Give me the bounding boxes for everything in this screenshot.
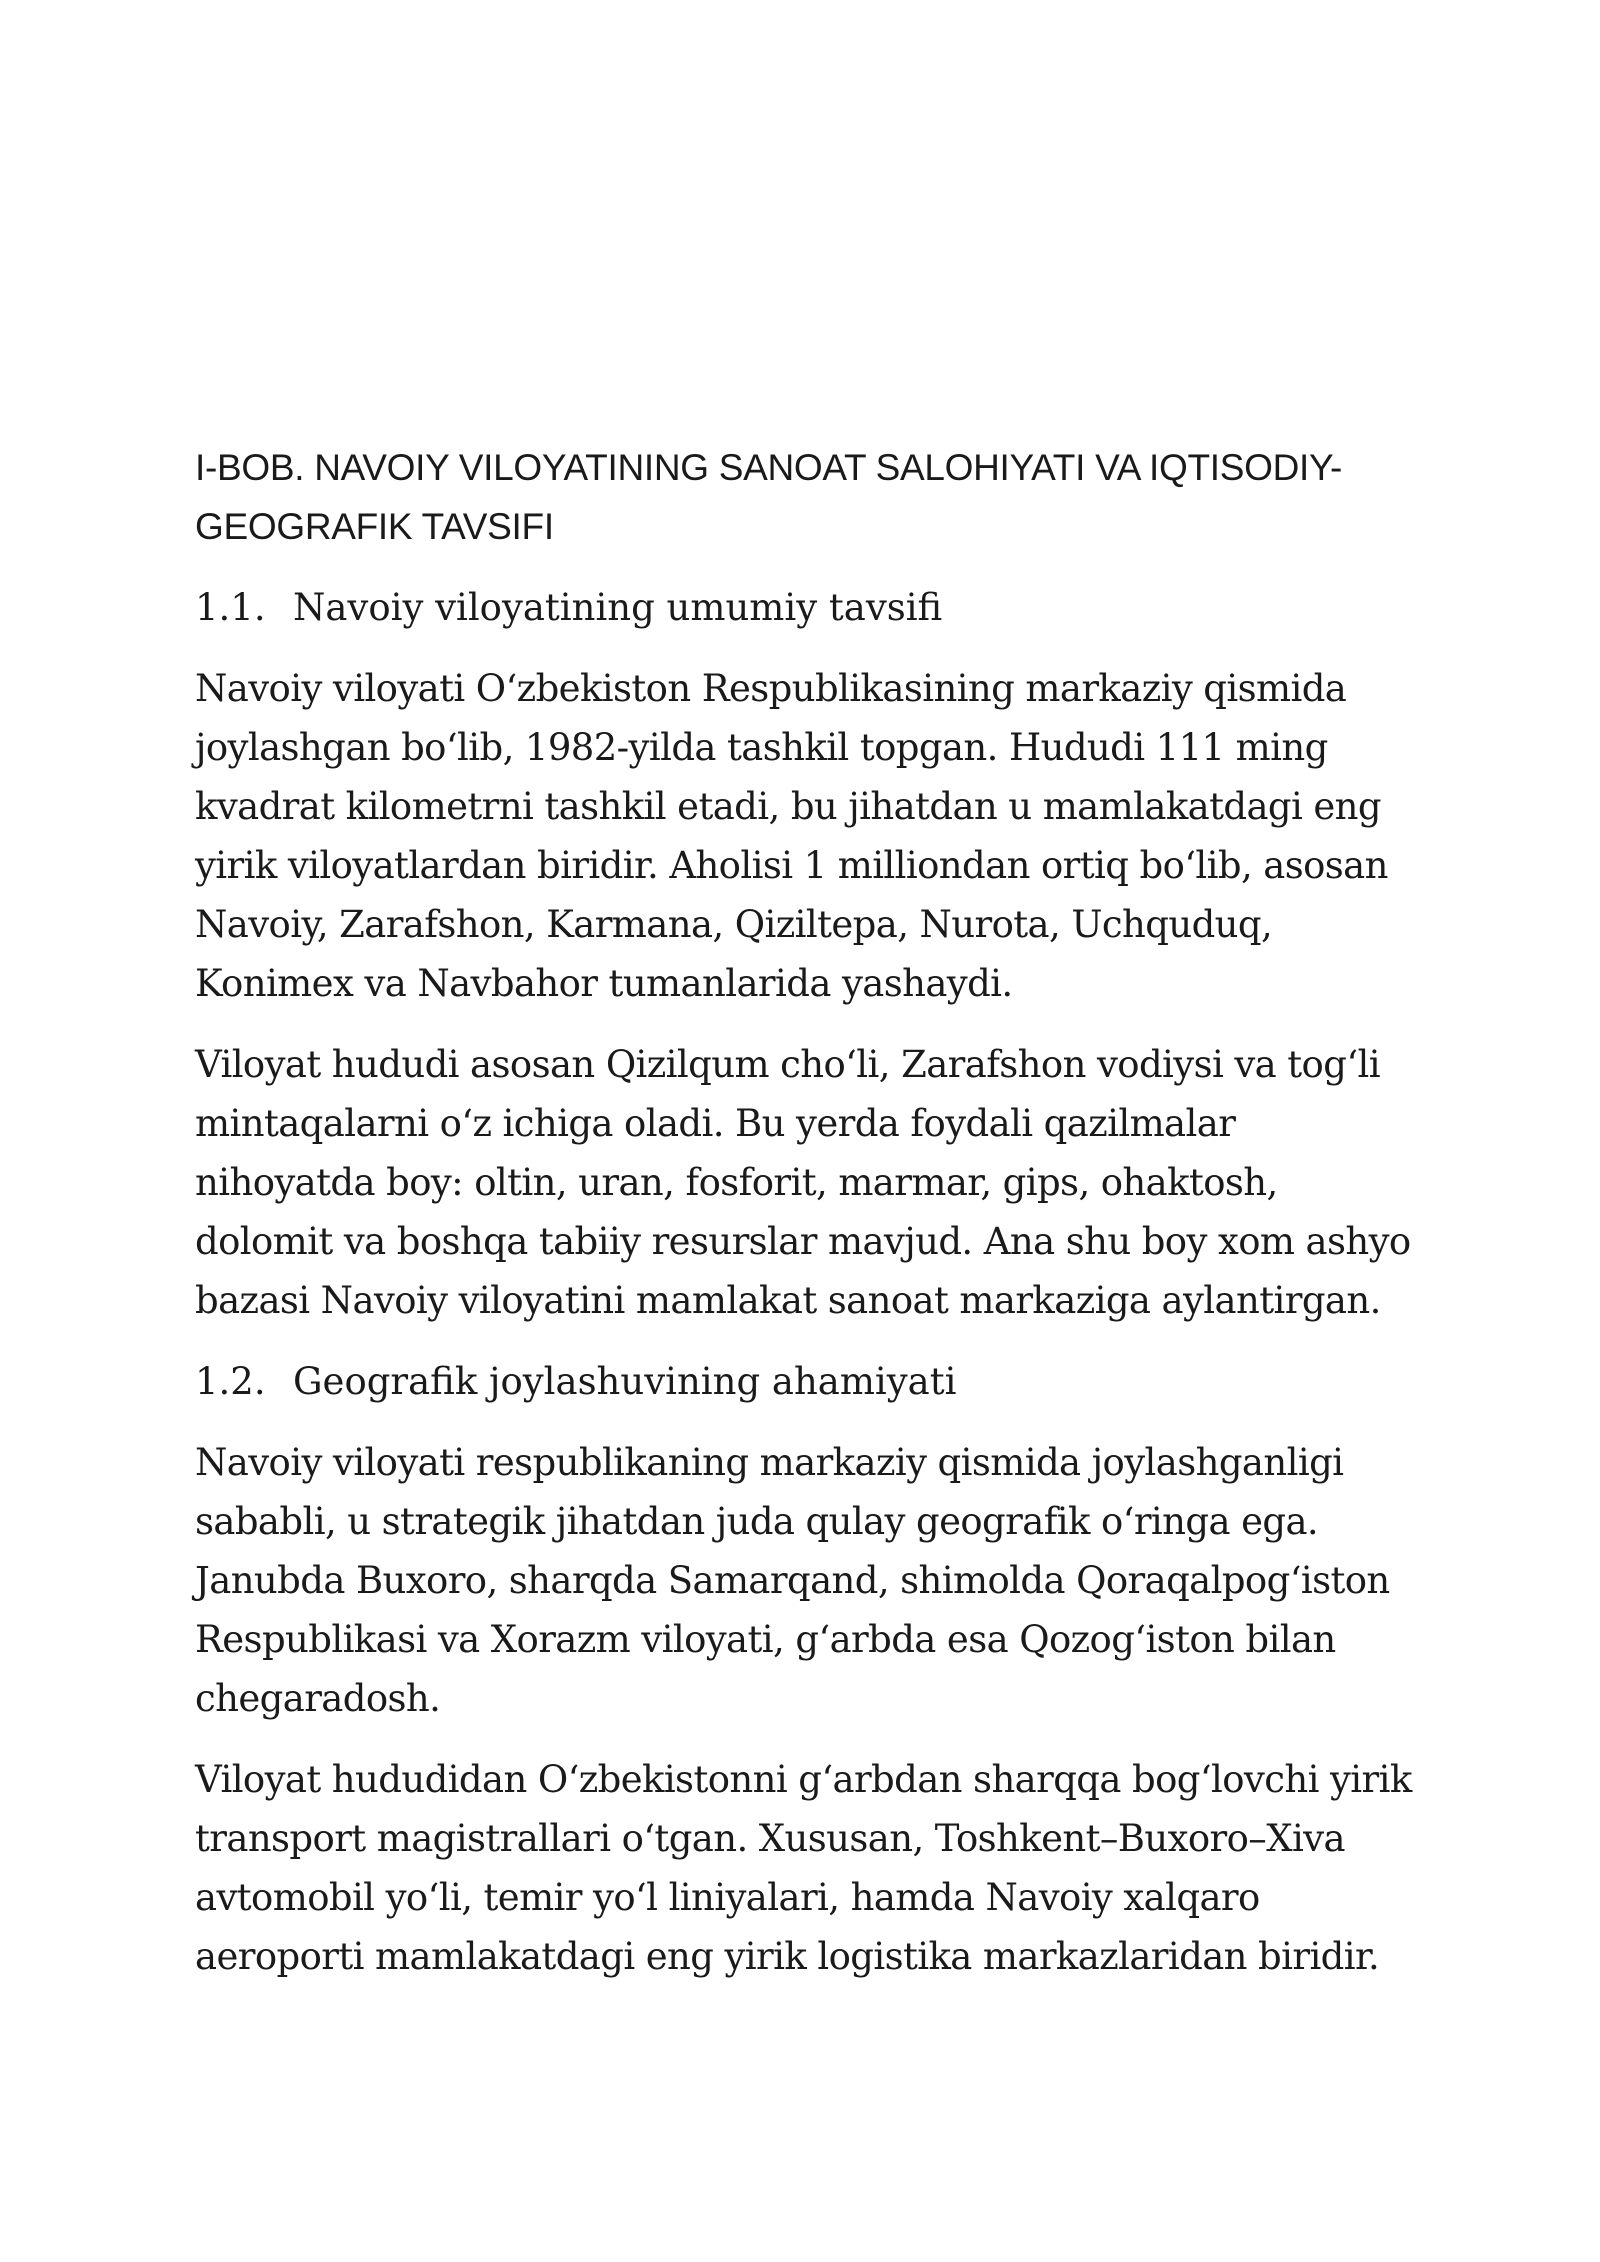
section-title: Navoiy viloyatining umumiy tavsifi <box>293 586 943 629</box>
paragraph: Viloyat hududidan O‘zbekistonni g‘arbdan sharqqa bog‘lovchi yirik transport magistrallari o‘tgan. Xususan, Toshkent–Buxoro–Xiva avtomobil yo‘li, temir yo‘l liniyalari, hamda Navoiy xalqaro aeroporti mamlakatdagi eng yirik logistika markazlaridan biridir. <box>195 1758 1412 1978</box>
chapter-title: I-BOB. NAVOIY VILOYATINING SANOAT SALOHIYATI VA IQTISODIY-GEOGRAFIK TAVSIFI <box>195 447 1343 547</box>
document-body <box>195 438 1425 2008</box>
paragraph: Viloyat hududi asosan Qizilqum cho‘li, Zarafshon vodiysi va tog‘li mintaqalarni o‘z ichiga oladi. Bu yerda foydali qazilmalar nihoyatda boy: oltin, uran, fosforit, marmar, gips, ohaktosh, dolomit va boshqa tabiiy resurslar mavjud. Ana shu boy xom ashyo bazasi Navoiy viloyatini mamlakat sanoat markaziga aylantirgan. <box>195 1043 1411 1322</box>
paragraph: Navoiy viloyati respublikaning markaziy qismida joylashganligi sababli, u strategik jihatdan juda qulay geografik o‘ringa ega. Janubda Buxoro, sharqda Samarqand, shimolda Qoraqalpog‘iston Respublikasi va Xorazm viloyati, g‘arbda esa Qozog‘iston bilan chegaradosh. <box>195 1441 1390 1720</box>
section-number: 1.2. <box>195 1360 266 1403</box>
section-number: 1.1. <box>195 586 266 629</box>
paragraph: Navoiy viloyati O‘zbekiston Respublikasining markaziy qismida joylashgan bo‘lib, 1982-yilda tashkil topgan. Hududi 111 ming kvadrat kilometrni tashkil etadi, bu jihatdan u mamlakatdagi eng yirik viloyatlardan biridir. Aholisi 1 milliondan ortiq bo‘lib, asosan Navoiy, Zarafshon, Karmana, Qiziltepa, Nurota, Uchquduq, Konimex va Navbahor tumanlarida yashaydi. <box>195 667 1388 1005</box>
section-heading-1-2 <box>195 1352 1425 1411</box>
section-heading-1-1 <box>195 578 1425 637</box>
section-title: Geografik joylashuvining ahamiyati <box>293 1360 957 1403</box>
